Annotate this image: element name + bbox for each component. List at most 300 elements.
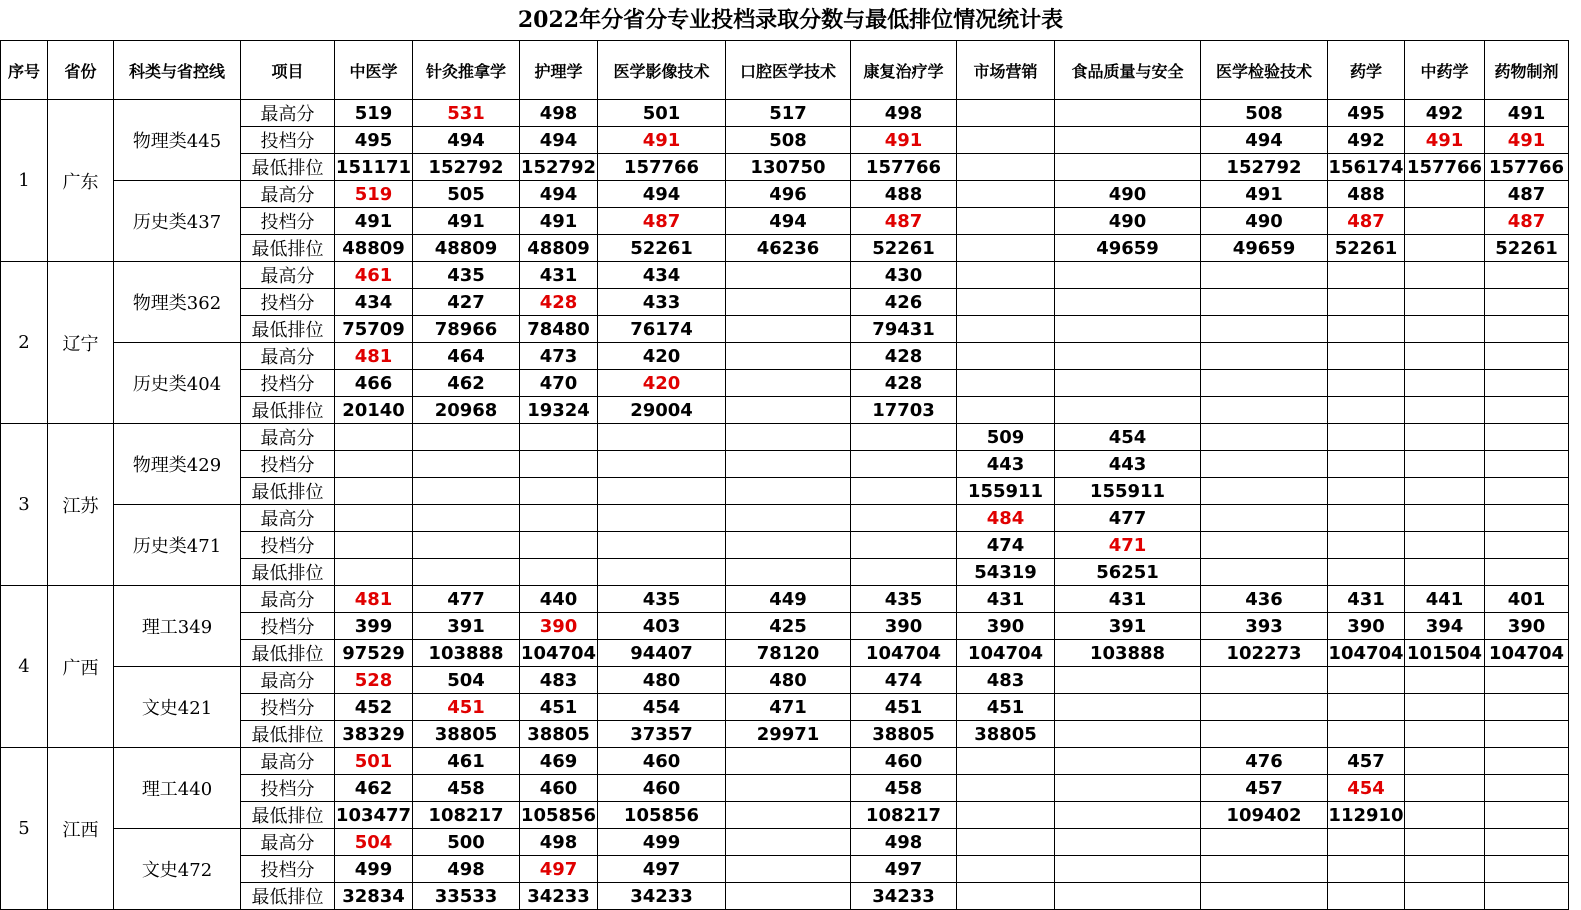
value-cell (1201, 505, 1328, 532)
header-cell: 口腔医学技术 (726, 41, 851, 100)
value-cell: 457 (1201, 775, 1328, 802)
value-cell (1328, 883, 1405, 910)
value-cell (1405, 883, 1485, 910)
value-cell (598, 559, 726, 586)
value-cell: 497 (598, 856, 726, 883)
value-cell: 37357 (598, 721, 726, 748)
value-cell: 491 (851, 127, 957, 154)
value-cell: 38805 (957, 721, 1055, 748)
value-cell (1055, 100, 1201, 127)
value-cell (1485, 883, 1569, 910)
value-cell (335, 451, 413, 478)
value-cell: 105856 (520, 802, 598, 829)
value-cell: 474 (957, 532, 1055, 559)
item-cell: 最低排位 (241, 316, 335, 343)
value-cell: 428 (851, 370, 957, 397)
header-cell: 针灸推拿学 (413, 41, 520, 100)
value-cell: 435 (413, 262, 520, 289)
value-cell (1328, 424, 1405, 451)
value-cell (598, 478, 726, 505)
value-cell (1405, 397, 1485, 424)
value-cell (1201, 721, 1328, 748)
table-body (1, 100, 1569, 910)
value-cell: 155911 (1055, 478, 1201, 505)
value-cell: 477 (1055, 505, 1201, 532)
value-cell (1405, 370, 1485, 397)
header-cell: 项目 (241, 41, 335, 100)
table-row (1, 100, 1569, 127)
table-row (1, 262, 1569, 289)
value-cell (1485, 316, 1569, 343)
value-cell: 34233 (851, 883, 957, 910)
item-cell: 投档分 (241, 775, 335, 802)
value-cell (1405, 262, 1485, 289)
value-cell (335, 559, 413, 586)
value-cell (1201, 451, 1328, 478)
table-row (1, 343, 1569, 370)
value-cell (1485, 397, 1569, 424)
header-cell: 医学影像技术 (598, 41, 726, 100)
item-cell: 最低排位 (241, 154, 335, 181)
value-cell: 508 (726, 127, 851, 154)
value-cell (726, 775, 851, 802)
value-cell (1055, 856, 1201, 883)
value-cell (1328, 721, 1405, 748)
value-cell: 490 (1201, 208, 1328, 235)
value-cell (957, 856, 1055, 883)
value-cell: 495 (335, 127, 413, 154)
value-cell: 462 (335, 775, 413, 802)
value-cell (726, 802, 851, 829)
value-cell: 484 (957, 505, 1055, 532)
value-cell (957, 127, 1055, 154)
value-cell: 491 (413, 208, 520, 235)
value-cell (957, 208, 1055, 235)
value-cell (335, 424, 413, 451)
value-cell: 451 (413, 694, 520, 721)
value-cell: 449 (726, 586, 851, 613)
value-cell: 451 (520, 694, 598, 721)
value-cell: 103888 (1055, 640, 1201, 667)
table-row (1, 667, 1569, 694)
value-cell: 508 (1201, 100, 1328, 127)
value-cell (1055, 397, 1201, 424)
item-cell: 最高分 (241, 505, 335, 532)
value-cell: 504 (413, 667, 520, 694)
value-cell (1405, 829, 1485, 856)
value-cell (1201, 262, 1328, 289)
value-cell: 52261 (598, 235, 726, 262)
value-cell (1055, 289, 1201, 316)
value-cell: 38329 (335, 721, 413, 748)
value-cell (1485, 856, 1569, 883)
value-cell (1328, 478, 1405, 505)
province-cell: 江西 (48, 748, 114, 910)
value-cell: 29004 (598, 397, 726, 424)
value-cell (1485, 505, 1569, 532)
value-cell: 498 (851, 829, 957, 856)
value-cell: 390 (1328, 613, 1405, 640)
value-cell: 491 (1485, 100, 1569, 127)
value-cell: 487 (598, 208, 726, 235)
value-cell (957, 775, 1055, 802)
value-cell: 427 (413, 289, 520, 316)
page-title: 2022年分省分专业投档录取分数与最低排位情况统计表 (517, 7, 1064, 33)
value-cell: 394 (1405, 613, 1485, 640)
value-cell (335, 532, 413, 559)
value-cell: 431 (520, 262, 598, 289)
admission-table (0, 40, 1569, 910)
value-cell (726, 478, 851, 505)
value-cell: 52261 (1485, 235, 1569, 262)
value-cell: 393 (1201, 613, 1328, 640)
value-cell: 469 (520, 748, 598, 775)
item-cell: 投档分 (241, 127, 335, 154)
value-cell (1055, 802, 1201, 829)
index-cell: 3 (1, 424, 48, 586)
value-cell: 499 (598, 829, 726, 856)
value-cell: 498 (851, 100, 957, 127)
header-cell: 省份 (48, 41, 114, 100)
header-cell: 护理学 (520, 41, 598, 100)
item-cell: 最低排位 (241, 235, 335, 262)
value-cell: 487 (1485, 181, 1569, 208)
value-cell: 494 (520, 127, 598, 154)
index-cell: 5 (1, 748, 48, 910)
value-cell: 103477 (335, 802, 413, 829)
value-cell: 531 (413, 100, 520, 127)
value-cell: 104704 (1485, 640, 1569, 667)
header-row (1, 41, 1569, 100)
header-cell: 医学检验技术 (1201, 41, 1328, 100)
value-cell: 157766 (851, 154, 957, 181)
header-cell: 中医学 (335, 41, 413, 100)
value-cell (1201, 343, 1328, 370)
value-cell (1405, 667, 1485, 694)
province-cell: 广西 (48, 586, 114, 748)
category-cell: 理工349 (114, 586, 241, 667)
value-cell: 112910 (1328, 802, 1405, 829)
value-cell: 157766 (1405, 154, 1485, 181)
value-cell: 152792 (1201, 154, 1328, 181)
value-cell: 130750 (726, 154, 851, 181)
item-cell: 最低排位 (241, 883, 335, 910)
value-cell (726, 505, 851, 532)
value-cell: 498 (520, 829, 598, 856)
value-cell: 466 (335, 370, 413, 397)
header-cell: 科类与省控线 (114, 41, 241, 100)
value-cell (1328, 397, 1405, 424)
value-cell: 38805 (413, 721, 520, 748)
value-cell: 155911 (957, 478, 1055, 505)
value-cell: 460 (598, 748, 726, 775)
value-cell (1055, 694, 1201, 721)
value-cell: 19324 (520, 397, 598, 424)
value-cell: 431 (957, 586, 1055, 613)
value-cell (726, 397, 851, 424)
value-cell: 497 (520, 856, 598, 883)
value-cell: 75709 (335, 316, 413, 343)
header-cell: 药物制剂 (1485, 41, 1569, 100)
value-cell (413, 478, 520, 505)
value-cell: 494 (520, 181, 598, 208)
category-cell: 历史类437 (114, 181, 241, 262)
value-cell: 491 (520, 208, 598, 235)
value-cell (1201, 883, 1328, 910)
value-cell: 451 (957, 694, 1055, 721)
value-cell: 490 (1055, 208, 1201, 235)
header-cell: 市场营销 (957, 41, 1055, 100)
value-cell: 97529 (335, 640, 413, 667)
value-cell (957, 262, 1055, 289)
value-cell: 458 (413, 775, 520, 802)
value-cell: 430 (851, 262, 957, 289)
value-cell: 78120 (726, 640, 851, 667)
value-cell (1405, 208, 1485, 235)
value-cell (851, 532, 957, 559)
value-cell (957, 100, 1055, 127)
value-cell (1405, 694, 1485, 721)
value-cell (1201, 370, 1328, 397)
value-cell: 458 (851, 775, 957, 802)
value-cell: 492 (1328, 127, 1405, 154)
value-cell: 38805 (851, 721, 957, 748)
value-cell: 499 (335, 856, 413, 883)
value-cell: 494 (726, 208, 851, 235)
category-cell: 历史类404 (114, 343, 241, 424)
value-cell (851, 451, 957, 478)
value-cell: 435 (851, 586, 957, 613)
value-cell: 420 (598, 370, 726, 397)
value-cell: 157766 (1485, 154, 1569, 181)
value-cell: 48809 (520, 235, 598, 262)
value-cell (1485, 343, 1569, 370)
value-cell: 433 (598, 289, 726, 316)
value-cell: 435 (598, 586, 726, 613)
value-cell (957, 343, 1055, 370)
value-cell: 480 (598, 667, 726, 694)
value-cell (1201, 694, 1328, 721)
value-cell: 500 (413, 829, 520, 856)
value-cell (1405, 424, 1485, 451)
value-cell: 104704 (520, 640, 598, 667)
item-cell: 最高分 (241, 262, 335, 289)
value-cell: 391 (413, 613, 520, 640)
value-cell: 20968 (413, 397, 520, 424)
value-cell: 428 (520, 289, 598, 316)
value-cell: 492 (1405, 100, 1485, 127)
value-cell: 460 (598, 775, 726, 802)
value-cell: 483 (520, 667, 598, 694)
value-cell (1405, 316, 1485, 343)
value-cell: 487 (1328, 208, 1405, 235)
table-row (1, 424, 1569, 451)
value-cell (1328, 856, 1405, 883)
value-cell (851, 478, 957, 505)
value-cell: 52261 (1328, 235, 1405, 262)
item-cell: 投档分 (241, 370, 335, 397)
value-cell: 78480 (520, 316, 598, 343)
value-cell (1328, 829, 1405, 856)
value-cell (851, 505, 957, 532)
value-cell (1485, 370, 1569, 397)
category-cell: 物理类362 (114, 262, 241, 343)
value-cell: 452 (335, 694, 413, 721)
value-cell: 494 (413, 127, 520, 154)
value-cell (1201, 478, 1328, 505)
value-cell (1485, 748, 1569, 775)
value-cell (520, 478, 598, 505)
value-cell: 464 (413, 343, 520, 370)
value-cell (1201, 559, 1328, 586)
value-cell: 504 (335, 829, 413, 856)
value-cell (520, 532, 598, 559)
value-cell: 490 (1055, 181, 1201, 208)
value-cell (1328, 289, 1405, 316)
item-cell: 最低排位 (241, 397, 335, 424)
value-cell (1485, 262, 1569, 289)
category-cell: 物理类429 (114, 424, 241, 505)
value-cell: 390 (520, 613, 598, 640)
value-cell (726, 829, 851, 856)
value-cell: 20140 (335, 397, 413, 424)
index-cell: 1 (1, 100, 48, 262)
value-cell (1405, 289, 1485, 316)
value-cell: 49659 (1201, 235, 1328, 262)
value-cell: 457 (1328, 748, 1405, 775)
value-cell: 491 (1405, 127, 1485, 154)
category-cell: 理工440 (114, 748, 241, 829)
value-cell (957, 829, 1055, 856)
value-cell: 501 (598, 100, 726, 127)
value-cell (1405, 856, 1485, 883)
value-cell (957, 289, 1055, 316)
value-cell (1485, 694, 1569, 721)
value-cell: 152792 (413, 154, 520, 181)
index-cell: 2 (1, 262, 48, 424)
value-cell: 46236 (726, 235, 851, 262)
item-cell: 投档分 (241, 289, 335, 316)
item-cell: 最低排位 (241, 721, 335, 748)
value-cell: 32834 (335, 883, 413, 910)
value-cell: 496 (726, 181, 851, 208)
value-cell: 428 (851, 343, 957, 370)
index-cell: 4 (1, 586, 48, 748)
value-cell: 33533 (413, 883, 520, 910)
value-cell (335, 478, 413, 505)
value-cell: 498 (413, 856, 520, 883)
value-cell (1055, 829, 1201, 856)
value-cell: 519 (335, 100, 413, 127)
value-cell: 151171 (335, 154, 413, 181)
value-cell (1055, 748, 1201, 775)
value-cell (1405, 343, 1485, 370)
value-cell (520, 451, 598, 478)
value-cell: 476 (1201, 748, 1328, 775)
value-cell (851, 424, 957, 451)
value-cell: 481 (335, 343, 413, 370)
value-cell (598, 505, 726, 532)
category-cell: 文史421 (114, 667, 241, 748)
value-cell: 477 (413, 586, 520, 613)
value-cell (1405, 478, 1485, 505)
value-cell: 443 (1055, 451, 1201, 478)
value-cell (1055, 343, 1201, 370)
value-cell: 491 (1201, 181, 1328, 208)
value-cell (1201, 397, 1328, 424)
value-cell (1485, 802, 1569, 829)
value-cell (1485, 559, 1569, 586)
value-cell (413, 505, 520, 532)
value-cell (335, 505, 413, 532)
item-cell: 最高分 (241, 424, 335, 451)
value-cell: 462 (413, 370, 520, 397)
value-cell: 399 (335, 613, 413, 640)
value-cell (1405, 532, 1485, 559)
value-cell (957, 397, 1055, 424)
value-cell (1485, 532, 1569, 559)
value-cell (598, 451, 726, 478)
value-cell: 495 (1328, 100, 1405, 127)
value-cell: 425 (726, 613, 851, 640)
item-cell: 最高分 (241, 343, 335, 370)
value-cell: 483 (957, 667, 1055, 694)
value-cell: 454 (1328, 775, 1405, 802)
province-cell: 江苏 (48, 424, 114, 586)
value-cell (726, 856, 851, 883)
value-cell: 401 (1485, 586, 1569, 613)
value-cell (726, 451, 851, 478)
value-cell: 517 (726, 100, 851, 127)
value-cell: 390 (957, 613, 1055, 640)
value-cell (1201, 829, 1328, 856)
value-cell: 473 (520, 343, 598, 370)
header-cell: 药学 (1328, 41, 1405, 100)
value-cell (726, 748, 851, 775)
value-cell: 487 (1485, 208, 1569, 235)
value-cell (1055, 775, 1201, 802)
value-cell: 157766 (598, 154, 726, 181)
value-cell (1485, 289, 1569, 316)
item-cell: 投档分 (241, 532, 335, 559)
value-cell (1055, 370, 1201, 397)
value-cell: 501 (335, 748, 413, 775)
item-cell: 最低排位 (241, 559, 335, 586)
value-cell: 461 (413, 748, 520, 775)
table-row (1, 181, 1569, 208)
value-cell (413, 451, 520, 478)
table-row (1, 505, 1569, 532)
value-cell: 56251 (1055, 559, 1201, 586)
table-row (1, 829, 1569, 856)
value-cell: 451 (851, 694, 957, 721)
value-cell: 104704 (1328, 640, 1405, 667)
value-cell (957, 316, 1055, 343)
value-cell (957, 748, 1055, 775)
value-cell (1405, 505, 1485, 532)
value-cell (1201, 424, 1328, 451)
value-cell (1201, 532, 1328, 559)
value-cell (957, 235, 1055, 262)
item-cell: 最低排位 (241, 640, 335, 667)
value-cell (726, 262, 851, 289)
value-cell: 34233 (520, 883, 598, 910)
value-cell: 34233 (598, 883, 726, 910)
item-cell: 最高分 (241, 181, 335, 208)
value-cell: 94407 (598, 640, 726, 667)
value-cell (957, 181, 1055, 208)
value-cell (1328, 370, 1405, 397)
